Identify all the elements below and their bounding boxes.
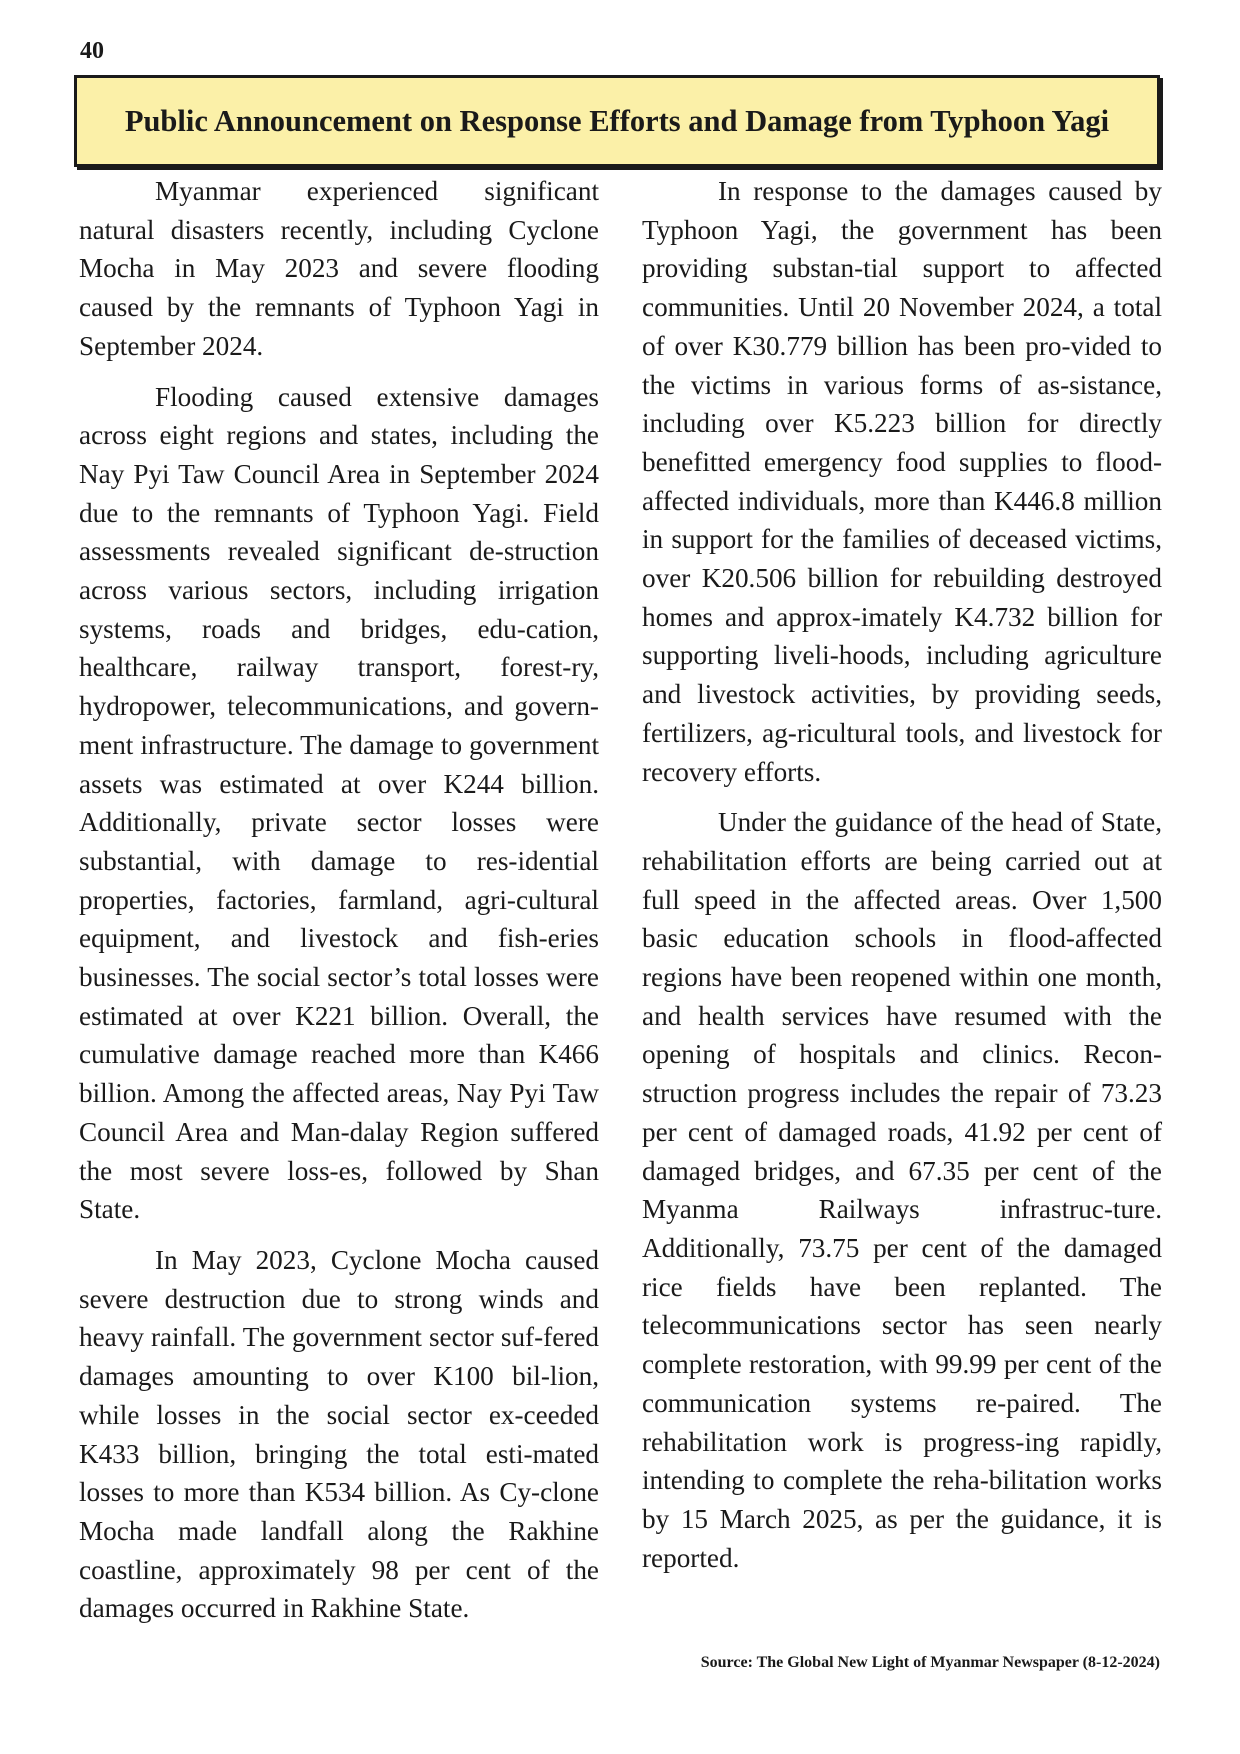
left-column <box>79 172 599 1640</box>
paragraph: Under the guidance of the head of State, rehabilitation efforts are being carried out at full speed in the affected areas. Over 1,500 basic education schools in flood-affected regions have been reopened within one month, and health services have resumed with the opening of hospitals and clinics. Recon-struction progress includes the repair of 73.23 per cent of damaged roads, 41.92 per cent of damaged bridges, and 67.35 per cent of the Myanma Railways infrastruc-ture. Additionally, 73.75 per cent of the damaged rice fields have been replanted. The telecommunications sector has seen nearly complete restoration, with 99.99 per cent of the communication systems re-paired. The rehabilitation work is progress-ing rapidly, intending to complete the reha-bilitation works by 15 March 2025, as per the guidance, it is reported. <box>642 807 1162 1573</box>
source-citation: Source: The Global New Light of Myanmar Newspaper (8-12-2024) <box>700 1654 1160 1671</box>
article-title: Public Announcement on Response Efforts and Damage from Typhoon Yagi <box>124 103 1110 138</box>
paragraph: Myanmar experienced significant natural disasters recently, including Cyclone Mocha in May 2023 and severe flooding caused by the remnants of Typhoon Yagi in September 2024. <box>79 176 599 361</box>
title-banner <box>74 75 1160 167</box>
paragraph: In response to the damages caused by Typhoon Yagi, the government has been providing substan-tial support to affected communities. Until 20 November 2024, a total of over K30.779 billion has been pro-vided to the victims in various forms of as-sistance, including over K5.223 billion for directly benefitted emergency food supplies to flood-affected individuals, more than K446.8 million in support for the families of deceased victims, over K20.506 billion for rebuilding destroyed homes and approx-imately K4.732 billion for supporting liveli-hoods, including agriculture and livestock activities, by providing seeds, fertilizers, ag-ricultural tools, and livestock for recovery efforts. <box>642 176 1162 787</box>
page-number: 40 <box>80 38 104 64</box>
paragraph: In May 2023, Cyclone Mocha caused severe destruction due to strong winds and heavy rainfall. The government sector suf-fered damages amounting to over K100 bil-lion, while losses in the social sector ex-ceeded K433 billion, bringing the total esti-mated losses to more than K534 billion. As Cy-clone Mocha made landfall along the Rakhine coastline, approximately 98 per cent of the damages occurred in Rakhine State. <box>79 1244 599 1624</box>
right-column <box>642 172 1162 1589</box>
paragraph: Flooding caused extensive damages across eight regions and states, including the Nay Pyi Taw Council Area in September 2024 due to the remnants of Typhoon Yagi. Field assessments revealed significant de-struction across various sectors, including irrigation systems, roads and bridges, edu-cation, healthcare, railway transport, forest-ry, hydropower, telecommunications, and govern-ment infrastructure. The damage to government assets was estimated at over K244 billion. Additionally, private sector losses were substantial, with damage to res-idential properties, factories, farmland, agri-cultural equipment, and livestock and fish-eries businesses. The social sector’s total losses were estimated at over K221 billion. Overall, the cumulative damage reached more than K466 billion. Among the affected areas, Nay Pyi Taw Council Area and Man-dalay Region suffered the most severe loss-es, followed by Shan State. <box>79 381 599 1225</box>
